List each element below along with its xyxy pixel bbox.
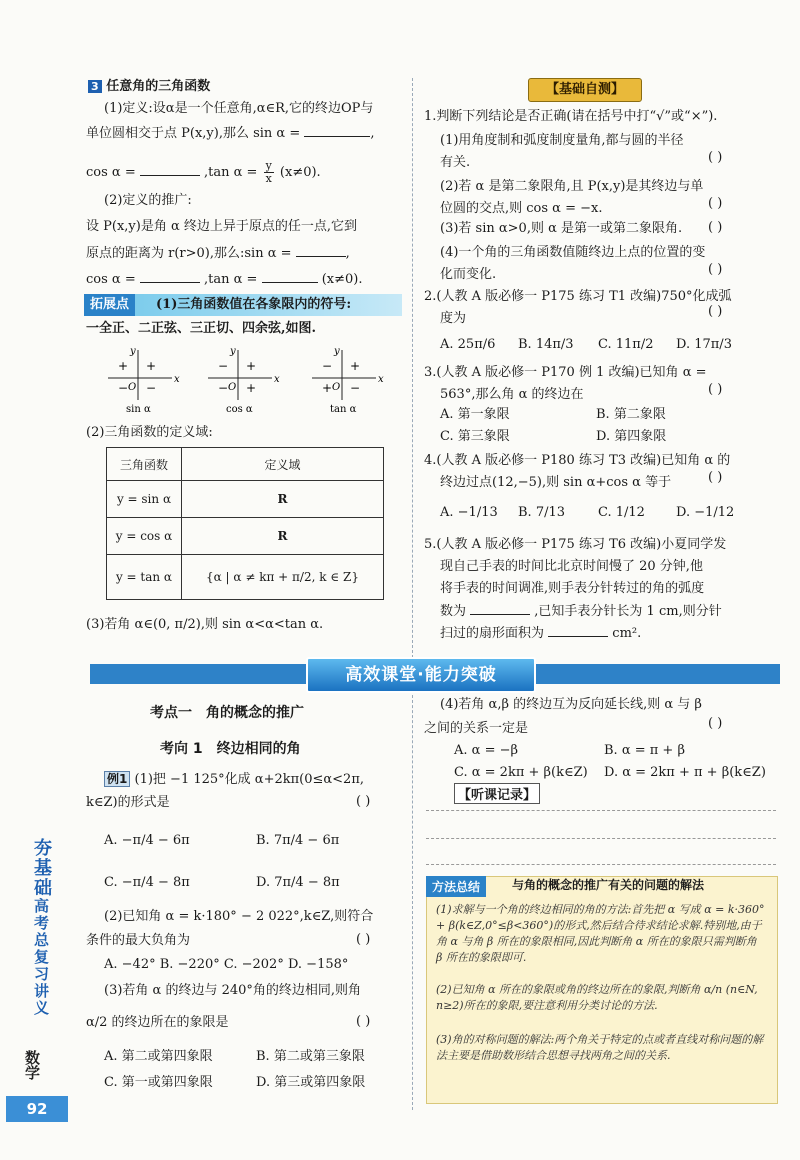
ext-line3-tan: ,tan α = [204, 272, 258, 287]
ex1-3b: α/2 的终边所在的象限是 [86, 1015, 229, 1030]
q5-b: 现自己手表的时间比北京时间慢了 20 分钟,他 [440, 559, 703, 574]
table-header-row [107, 448, 384, 481]
answer-paren: ( ) [708, 220, 723, 235]
q5-d: 数为 [440, 604, 467, 619]
table-cell: y = tan α [107, 555, 182, 600]
q5-f: 扫过的扇形面积为 [440, 626, 545, 641]
q5-a: 5.(人教 A 版必修一 P175 练习 T6 改编)小夏同学发 [424, 537, 727, 552]
note-line [426, 810, 776, 811]
method-point-2: (2)已知角 α 所在的象限或角的终边所在的象限,判断角 α/n (n∈N, n≥2)所在的象限,要注意利用分类讨论的方法. [436, 983, 758, 1012]
q5-c: 将手表的时间调准,则手表分针转过的角的弧度 [440, 581, 705, 596]
q2-a: 2.(人教 A 版必修一 P175 练习 T1 改编)750°化成弧 [424, 289, 732, 304]
ext-title: (2)定义的推广: [104, 193, 192, 208]
ex1-3a: (3)若角 α 的终边与 240°角的终边相同,则角 [104, 983, 362, 998]
column-divider-lower [412, 690, 413, 1110]
domain-title: (2)三角函数的定义域: [86, 425, 213, 440]
ex1-3-opt-c: C. 第一或第四象限 [104, 1075, 213, 1090]
def-line3-cos: cos α = [86, 165, 136, 180]
table-row [107, 555, 384, 600]
q3-opt-b: B. 第二象限 [596, 407, 666, 422]
note-line [426, 838, 776, 839]
ex1-2-opts: A. −42° B. −220° C. −202° D. −158° [104, 957, 349, 972]
table-row [107, 518, 384, 555]
q4-b: 终边过点(12,−5),则 sin α+cos α 等于 [440, 475, 672, 490]
sign-q2: + [118, 359, 129, 373]
sign-q3: + [322, 381, 333, 395]
table-cell: y = sin α [107, 481, 182, 518]
ex1-2b: 条件的最大负角为 [86, 933, 191, 948]
table-header-cell: 定义域 [182, 448, 384, 481]
q3-opt-d: D. 第四象限 [596, 429, 667, 444]
x-label: x [174, 374, 180, 385]
ex1-3-opt-b: B. 第二或第三象限 [256, 1049, 365, 1064]
ex1-4-opt-a: A. α = −β [454, 743, 518, 758]
origin-label: O [332, 382, 341, 393]
answer-paren: ( ) [708, 262, 723, 277]
tuozhan-banner [84, 294, 402, 316]
sign-q1: + [246, 359, 257, 373]
ext-line3-cond: (x≠0). [321, 272, 363, 287]
liti-label: 例1 [104, 771, 130, 787]
q1-4b: 化而变化. [440, 267, 497, 282]
q2-opt-c: C. 11π/2 [598, 337, 654, 352]
x-label: x [378, 374, 384, 385]
ex1-1b: k∈Z)的形式是 [86, 795, 170, 810]
page-number: 92 [6, 1096, 68, 1122]
def-line2: 单位圆相交于点 P(x,y),那么 sin α = , [86, 126, 375, 141]
origin-label: O [228, 382, 237, 393]
ex1-4-opt-b: B. α = π + β [604, 743, 685, 758]
table-cell: {α | α ≠ kπ + π/2, k ∈ Z} [182, 555, 384, 600]
q1-2b: 位圆的交点,则 cos α = −x. [440, 201, 603, 216]
answer-blank [262, 270, 318, 283]
y-label: y [334, 346, 340, 357]
q3-a: 3.(人教 A 版必修一 P170 例 1 改编)已知角 α = [424, 365, 707, 380]
ex1-4-opt-d: D. α = 2kπ + π + β(k∈Z) [604, 765, 766, 780]
ex1-3-opt-a: A. 第二或第四象限 [104, 1049, 213, 1064]
ex1-1-opt-d: D. 7π/4 − 8π [256, 875, 340, 890]
note-line [426, 864, 776, 865]
ex1-4a: (4)若角 α,β 的终边互为反向延长线,则 α 与 β [440, 697, 702, 712]
ex1-1a: (1)把 −1 125°化成 α+2kπ(0≤α<2π, [134, 772, 365, 787]
q5-d-line [440, 602, 722, 621]
answer-paren: ( ) [356, 1014, 371, 1029]
ex1-4-opt-c: C. α = 2kπ + β(k∈Z) [454, 765, 588, 780]
q2-opt-d: D. 17π/3 [676, 337, 732, 352]
ext-line2-text: 原点的距离为 r(r>0),那么:sin α = [86, 246, 292, 261]
section3-heading [88, 78, 210, 96]
q5-e: ,已知手表分针长为 1 cm,则分针 [534, 604, 722, 619]
diagram-caption: cos α [226, 404, 253, 415]
sign-q3: − [218, 381, 229, 395]
q1-4a: (4)一个角的三角函数值随终边上点的位置的变 [440, 245, 706, 260]
column-divider [412, 78, 413, 658]
def-line2-text: 单位圆相交于点 P(x,y),那么 sin α = [86, 126, 301, 141]
def-line3-tan: ,tan α = [204, 165, 258, 180]
answer-paren: ( ) [708, 470, 723, 485]
answer-blank [470, 602, 530, 615]
method-point-3: (3)角的对称问题的解法:两个角关于特定的点或者直线对称问题的解法主要是借助数形结合思想寻找两角之间的关系. [436, 1033, 764, 1062]
sign-diagrams [108, 344, 398, 416]
table-header-cell: 三角函数 [107, 448, 182, 481]
q3-b: 563°,那么角 α 的终边在 [440, 387, 584, 402]
sign-q2: − [218, 359, 229, 373]
q1-1b: 有关. [440, 155, 471, 170]
q3-opt-a: A. 第一象限 [440, 407, 510, 422]
answer-paren: ( ) [356, 794, 371, 809]
def-line3-cond: (x≠0). [279, 165, 321, 180]
ex1-1-opt-a: A. −π/4 − 6π [104, 833, 190, 848]
method-summary-label: 方法总结 [426, 876, 486, 897]
ex1-1-opt-b: B. 7π/4 − 6π [256, 833, 340, 848]
sidebar-series-title: 高考总复习讲义 [32, 898, 50, 1017]
ineq-line: (3)若角 α∈(0, π/2),则 sin α<α<tan α. [86, 617, 324, 632]
table-cell: R [182, 518, 384, 555]
q1-3: (3)若 sin α>0,则 α 是第一或第二象限角. [440, 221, 683, 236]
method-summary-title: 与角的概念的推广有关的问题的解法 [512, 878, 705, 892]
y-label: y [230, 346, 236, 357]
ex1-4b: 之间的关系一定是 [424, 721, 529, 736]
def-line3 [86, 160, 321, 185]
answer-blank [296, 244, 346, 257]
sidebar-brand: 夯基础 [31, 838, 52, 898]
ex1-3-opt-d: D. 第三或第四象限 [256, 1075, 366, 1090]
sign-q1: + [350, 359, 361, 373]
sign-q4: − [350, 381, 361, 395]
fraction-y-over-x: $\frac{y}{x}$ [265, 159, 272, 185]
diagram-caption: tan α [330, 404, 357, 415]
section3-number: 3 [88, 80, 102, 93]
q3-opt-c: C. 第三象限 [440, 429, 510, 444]
q1-stem: 1.判断下列结论是否正确(请在括号中打“√”或“×”). [424, 109, 718, 124]
answer-paren: ( ) [708, 304, 723, 319]
sidebar-subject: 数学 [23, 1050, 41, 1080]
q4-a: 4.(人教 A 版必修一 P180 练习 T3 改编)已知角 α 的 [424, 453, 731, 468]
answer-paren: ( ) [708, 382, 723, 397]
q2-opt-b: B. 14π/3 [518, 337, 574, 352]
method-point-1: (1)求解与一个角的终边相同的角的方法:首先把 α 写成 α = k·360° + β(k∈Z,0°≤β<360°)的形式,然后结合待求结论求解.特别地,由于角 α 与角 β 所在的象限相同,因此判断角 α 所在的象限只需判断角 β 所在的象限即可. [436, 903, 765, 964]
ext-line3-cos: cos α = [86, 272, 136, 287]
tingke-label: 【听课记录】 [454, 783, 540, 804]
table-cell: y = cos α [107, 518, 182, 555]
diagram-caption: sin α [126, 404, 151, 415]
q4-opt-c: C. 1/12 [598, 505, 645, 520]
q2-opt-a: A. 25π/6 [440, 337, 496, 352]
def-line1: (1)定义:设α是一个任意角,α∈R,它的终边OP与 [104, 101, 374, 116]
tuozhan-text: (1)三角函数值在各象限内的符号: [156, 297, 352, 312]
sign-q4: − [146, 381, 157, 395]
sign-q1: + [146, 359, 157, 373]
sign-q4: + [246, 381, 257, 395]
ex1-2a: (2)已知角 α = k·180° − 2 022°,k∈Z,则符合 [104, 909, 374, 924]
x-label: x [274, 374, 280, 385]
ext-line1: 设 P(x,y)是角 α 终边上异于原点的任一点,它到 [86, 219, 358, 234]
q1-1a: (1)用角度制和弧度制度量角,都与圆的半径 [440, 133, 684, 148]
origin-label: O [128, 382, 137, 393]
q4-opt-b: B. 7/13 [518, 505, 566, 520]
answer-blank [140, 270, 200, 283]
sidebar-series [14, 838, 54, 1017]
kaodian-title: 考点一 角的概念的推广 [150, 705, 304, 721]
ex1-1-opt-c: C. −π/4 − 8π [104, 875, 190, 890]
sign-q2: − [322, 359, 333, 373]
kaoxiang-title: 考向 1 终边相同的角 [160, 741, 301, 757]
section3-title: 任意角的三角函数 [106, 79, 211, 94]
q1-2a: (2)若 α 是第二象限角,且 P(x,y)是其终边与单 [440, 179, 704, 194]
answer-paren: ( ) [708, 716, 723, 731]
table-cell: R [182, 481, 384, 518]
y-label: y [130, 346, 136, 357]
jichu-title: 【基础自测】 [528, 78, 642, 102]
answer-blank [140, 163, 200, 176]
signs-line: 一全正、二正弦、三正切、四余弦,如图. [86, 321, 317, 336]
table-row [107, 481, 384, 518]
ext-line3 [86, 270, 362, 289]
ext-line2: 原点的距离为 r(r>0),那么:sin α = , [86, 246, 350, 261]
q5-f-line [440, 624, 641, 643]
q4-opt-d: D. −1/12 [676, 505, 735, 520]
band-title: 高效课堂·能力突破 [306, 657, 536, 693]
tuozhan-label: 拓展点 [84, 294, 135, 316]
q2-b: 度为 [440, 311, 467, 326]
answer-blank [548, 624, 608, 637]
q4-opt-a: A. −1/13 [440, 505, 498, 520]
answer-paren: ( ) [356, 932, 371, 947]
q5-g: cm². [612, 626, 642, 641]
answer-paren: ( ) [708, 150, 723, 165]
answer-paren: ( ) [708, 196, 723, 211]
sign-q3: − [118, 381, 129, 395]
ex1-1a-line [104, 770, 364, 789]
answer-blank [304, 124, 370, 137]
domain-table [106, 447, 384, 600]
